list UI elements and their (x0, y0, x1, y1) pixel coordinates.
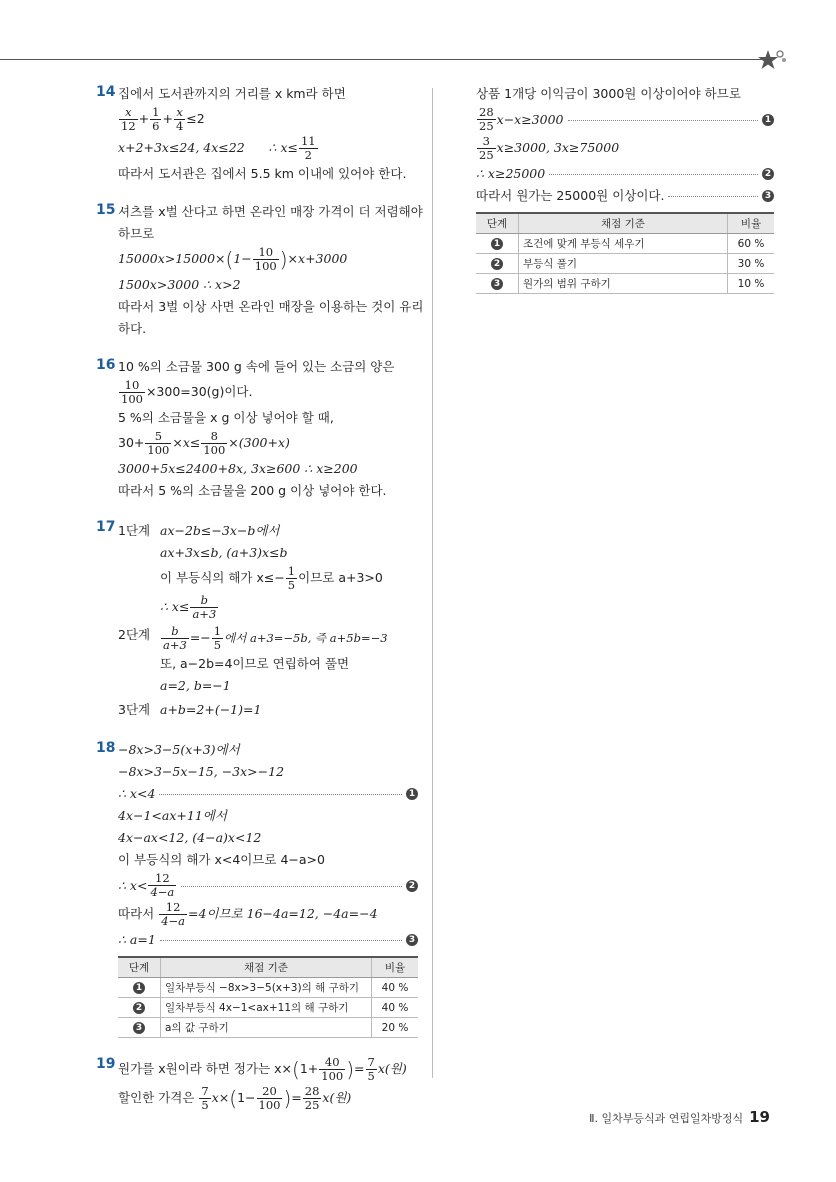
problem-number: 16 (96, 357, 116, 373)
problem-19: 19 원가를 x원이라 하면 정가는 x×(1+ $\frac{40}{100}$ )= $\frac{7}{5}$ x(원) 할인한 가격은 $\frac{7}{5}$ x×(1− $\frac{20}{100}$ )= $\frac{28}{25}$ x(원) (96, 1055, 407, 1112)
text-line: 10 %의 소금물 300 g 속에 들어 있는 소금의 양은 (118, 359, 395, 374)
header-rule (0, 59, 762, 60)
fraction: $\frac{1}{6}$ (152, 105, 160, 133)
fraction: $\frac{5}{100}$ (147, 429, 170, 457)
text-line: 하므로 (118, 226, 155, 241)
math-line: x+2+3x≤24, 4x≤22 ∴ x≤ $\frac{11}{2}$ (118, 134, 316, 162)
problem-15 (96, 202, 424, 339)
math-line: $\frac{10}{100}$ ×300=30(g)이다. (121, 378, 253, 406)
problem-number: 19 (96, 1056, 116, 1072)
math-line: 15000x>15000×(1− $\frac{10}{100}$ )×x+3000 (118, 245, 348, 273)
fraction: $\frac{x}{12}$ (121, 105, 136, 133)
table-row: 3 원가의 범위 구하기 10 % (476, 274, 774, 294)
fraction: $\frac{10}{100}$ (121, 378, 143, 406)
fraction: $\frac{8}{100}$ (203, 429, 226, 457)
page-footer (589, 1108, 770, 1126)
column-divider (432, 88, 433, 1078)
math-line: 3000+5x≤2400+8x, 3x≥600 ∴ x≥200 (118, 461, 358, 476)
problem-number: 15 (96, 202, 116, 218)
text-line: 셔츠를 x벌 산다고 하면 온라인 매장 가격이 더 저렴해야 (118, 204, 423, 219)
marker-3: 3 (406, 934, 418, 946)
section-title: Ⅱ. 일차부등식과 연립일차방정식 (589, 1112, 744, 1125)
text-line: 집에서 도서관까지의 거리를 x km라 하면 (118, 86, 346, 101)
fraction: $\frac{11}{2}$ (300, 134, 316, 162)
math-line: 1500x>3000 ∴ x>2 (118, 277, 241, 292)
problem-18: 18 −8x>3−5(x+3)에서 −8x>3−5x−15, −3x>−12 ∴ x<4 1 4x−1<ax+11에서 4x−ax<12, (4−a)x<12 이 부등식의 해가 x<4이므로 4−a>0 ∴ x< $\frac{12}{4-a}$ 2 따라서 $\frac{12}{4-a}$ =4이므로 16−4a=12, −4a=−4 ∴ a=1 3 단계 채점 기준 비율 1 일차부등식 −8x>3−5(x+3)의 해 구하기 40 % 2 일차부등식 4x−1<ax+11의 해 구하기 40 % 3 a의 값 구하기 20 % (96, 740, 418, 1038)
table-row: 3 a의 값 구하기 20 % (118, 1018, 418, 1038)
step-3: 3단계 a+b=2+(−1)=1 (118, 702, 262, 717)
table-row: 1 조건에 맞게 부등식 세우기 60 % (476, 234, 774, 254)
step-1: 1단계 ax−2b≤−3x−b에서 ax+3x≤b, (a+3)x≤b 이 부등식의 해가 x≤− $\frac{1}{5}$ 이므로 a+3>0 ∴ x≤ $\frac{b}{a+3}$ (118, 523, 383, 621)
problem-number: 14 (96, 84, 116, 100)
problem-number: 18 (96, 740, 116, 756)
problem-number: 17 (96, 519, 116, 535)
marker-2: 2 (406, 880, 418, 892)
problem-14 (96, 84, 418, 184)
text-line: 하다. (118, 321, 147, 336)
left-column (96, 82, 424, 1130)
marker-2: 2 (762, 168, 774, 180)
text-line: 5 %의 소금물을 x g 이상 넣어야 할 때, (118, 410, 334, 425)
right-column: 상품 1개당 이익금이 3000원 이상이어야 하므로 $\frac{28}{25}$ x−x≥3000 1 $\frac{3}{25}$ x≥3000, 3x≥75000 ∴ x≥25000 2 따라서 원가는 25000원 이상이다. 3 단계 채점 기준 비율 1 조건에 맞게 부등식 세우기 60 % 2 부등식 풀기 30 % 3 원가의 범위 구하기 10 % (476, 82, 774, 300)
page-number: 19 (749, 1108, 770, 1126)
problem-17 (96, 519, 418, 722)
table-row: 2 부등식 풀기 30 % (476, 254, 774, 274)
scoring-table: 단계 채점 기준 비율 1 일차부등식 −8x>3−5(x+3)의 해 구하기 40 % 2 일차부등식 4x−1<ax+11의 해 구하기 40 % 3 a의 값 구하기 20 % (118, 956, 418, 1038)
fraction: $\frac{10}{100}$ (254, 245, 277, 273)
text-line: 따라서 5 %의 소금물을 200 g 이상 넣어야 한다. (118, 483, 387, 498)
step-2: 2단계 $\frac{b}{a+3}$ =− $\frac{1}{5}$ 에서 a+3=−5b, 즉 a+5b=−3 또, a−2b=4이므로 연립하여 풀면 a=2, b=−1 (118, 624, 388, 693)
math-line: 30+ $\frac{5}{100}$ ×x≤ $\frac{8}{100}$ ×(300+x) (118, 429, 290, 457)
problem-16 (96, 357, 418, 501)
marker-1: 1 (406, 788, 418, 800)
marker-3: 3 (762, 190, 774, 202)
scoring-table: 단계 채점 기준 비율 1 조건에 맞게 부등식 세우기 60 % 2 부등식 풀기 30 % 3 원가의 범위 구하기 10 % (476, 212, 774, 294)
star-icon (756, 46, 788, 74)
table-row: 2 일차부등식 4x−1<ax+11의 해 구하기 40 % (118, 998, 418, 1018)
text-line: 따라서 도서관은 집에서 5.5 km 이내에 있어야 한다. (118, 166, 407, 181)
fraction: $\frac{x}{4}$ (175, 105, 184, 133)
marker-1: 1 (762, 114, 774, 126)
table-row: 1 일차부등식 −8x>3−5(x+3)의 해 구하기 40 % (118, 978, 418, 998)
text-line: 따라서 3벌 이상 사면 온라인 매장을 이용하는 것이 유리 (118, 299, 424, 314)
math-line: $\frac{x}{12}$ + $\frac{1}{6}$ + $\frac{x}{4}$ ≤2 (121, 105, 205, 133)
